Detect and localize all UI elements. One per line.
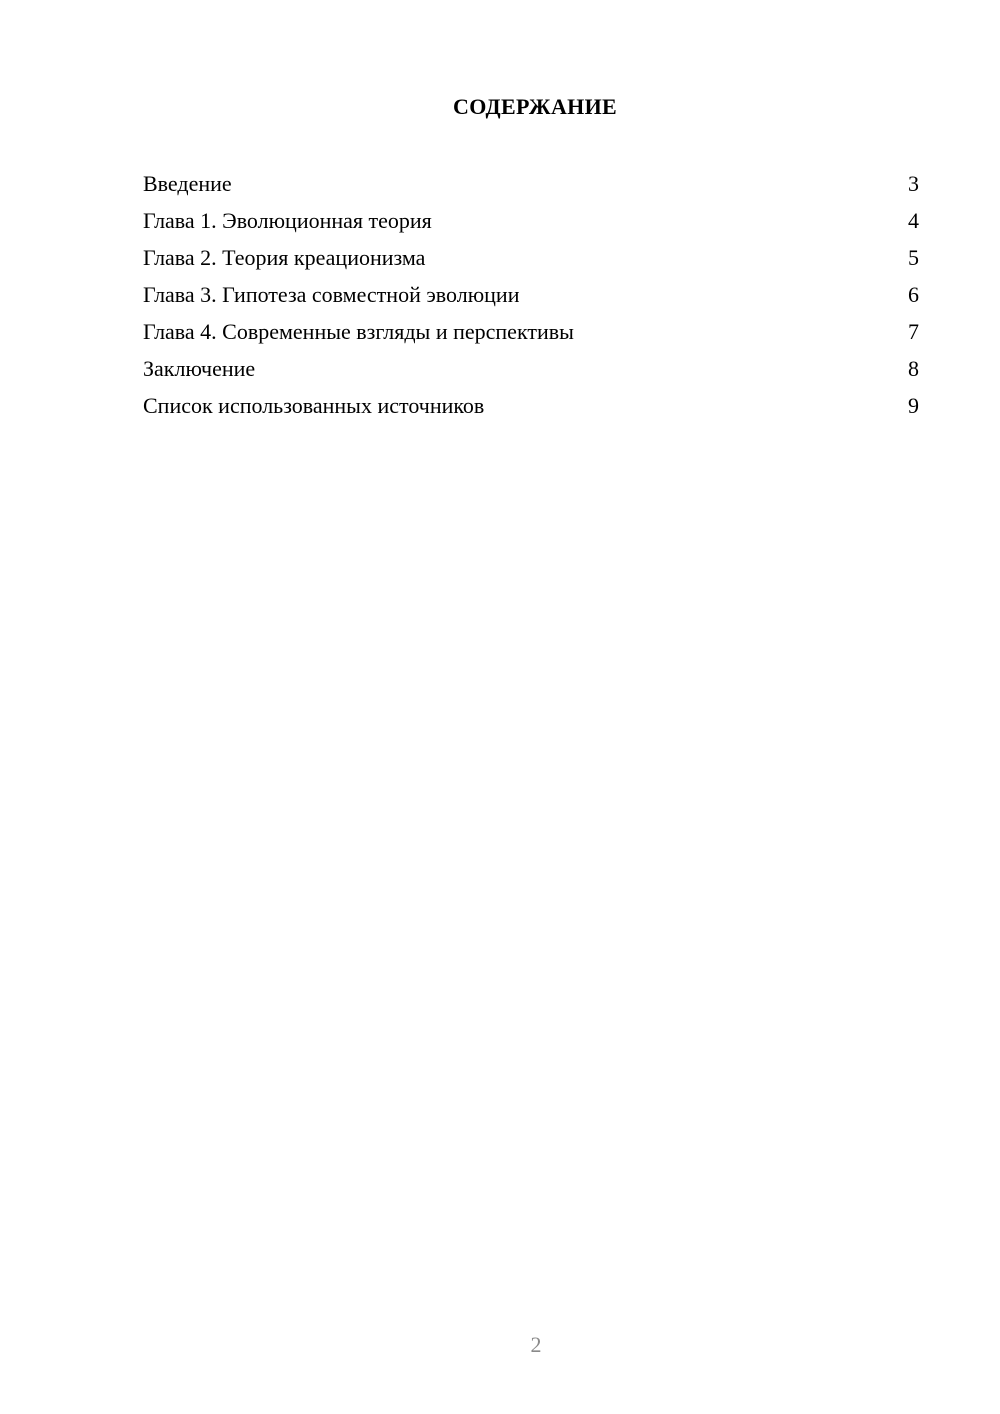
table-of-contents [143, 169, 919, 428]
toc-entry-label: Заключение [143, 356, 256, 381]
toc-entry-label: Введение [143, 171, 232, 196]
page-number: 2 [530, 1332, 542, 1357]
toc-entry-page: 8 [908, 356, 919, 381]
toc-entry-chapter-4[interactable] [143, 317, 919, 354]
toc-title: СОДЕРЖАНИЕ [453, 94, 617, 119]
toc-entry-label: Глава 3. Гипотеза совместной эволюции [143, 282, 520, 307]
toc-entry-chapter-3[interactable] [143, 280, 919, 317]
toc-entry-chapter-1[interactable] [143, 206, 919, 243]
toc-entry-label: Глава 4. Современные взгляды и перспективы [143, 319, 574, 344]
toc-entry-conclusion[interactable] [143, 354, 919, 391]
toc-entry-references[interactable] [143, 391, 919, 428]
toc-entry-page: 7 [908, 319, 919, 344]
toc-entry-introduction[interactable] [143, 169, 919, 206]
toc-entry-label: Глава 1. Эволюционная теория [143, 208, 432, 233]
toc-entry-label: Список использованных источников [143, 393, 485, 418]
toc-entry-page: 9 [908, 393, 919, 418]
toc-entry-page: 6 [908, 282, 919, 307]
toc-entry-label: Глава 2. Теория креационизма [143, 245, 426, 270]
toc-entry-page: 5 [908, 245, 919, 270]
toc-entry-page: 4 [908, 208, 919, 233]
toc-entry-page: 3 [908, 171, 919, 196]
toc-entry-chapter-2[interactable] [143, 243, 919, 280]
